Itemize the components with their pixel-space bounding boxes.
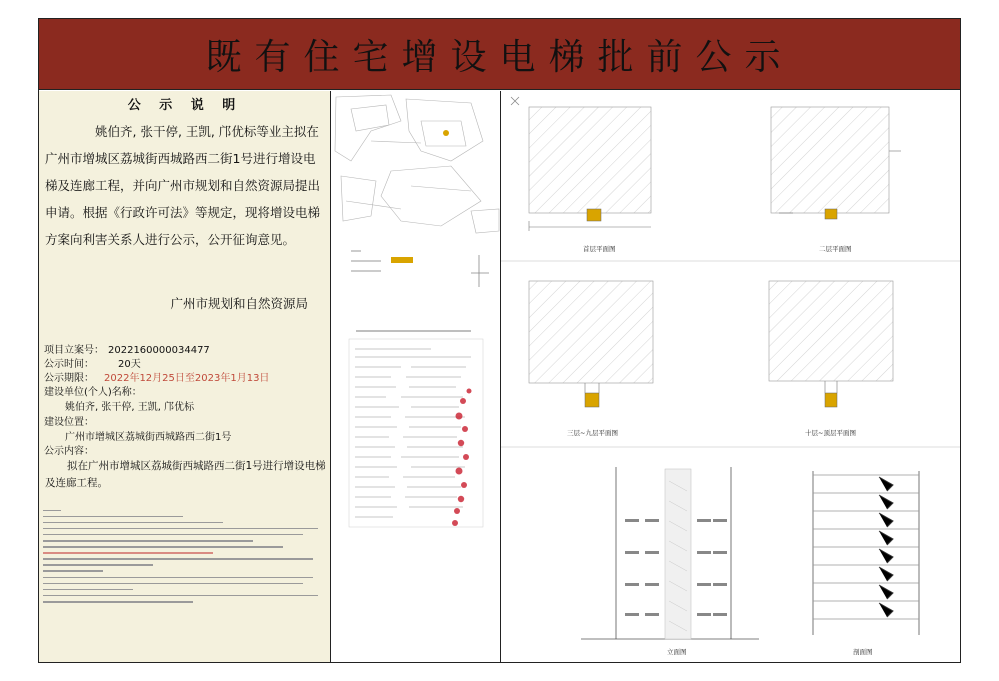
fine-print-notes xyxy=(43,505,328,655)
floor-plans-drawing xyxy=(501,91,960,662)
elevator-3 xyxy=(585,393,599,407)
drawings-panel xyxy=(501,91,960,662)
content-label: 公示内容： xyxy=(44,446,94,457)
elevator-2 xyxy=(825,209,837,219)
issuing-authority: 广州市规划和自然资源局 xyxy=(170,296,308,311)
duration-row xyxy=(44,358,141,372)
title-banner xyxy=(39,19,960,90)
caption-plan-4: 十层~顶层平面图 xyxy=(805,429,856,437)
project-no-value: 2022160000034477 xyxy=(108,345,210,356)
caption-section: 剖面图 xyxy=(853,648,873,656)
project-no-label: 项目立案号： xyxy=(44,345,104,356)
elevation-drawing xyxy=(581,467,759,656)
page-title: 既有住宅增设电梯批前公示 xyxy=(205,36,794,78)
section-drawing xyxy=(813,471,919,656)
notice-board xyxy=(38,18,961,663)
period-row xyxy=(44,372,269,386)
caption-elevation: 立面图 xyxy=(667,648,687,656)
location-label: 建设位置： xyxy=(44,417,94,428)
applicant-label: 建设单位(个人)名称： xyxy=(44,387,142,398)
site-marker xyxy=(443,130,449,136)
elevator-4 xyxy=(825,393,837,407)
project-no-row xyxy=(44,344,210,358)
notice-heading: 公 示 说 明 xyxy=(127,98,243,113)
applicant-value: 姚伯齐, 张干停, 王凯, 邝优标 xyxy=(65,402,195,413)
elevator-1 xyxy=(587,209,601,221)
period-value: 2022年12月25日至2023年1月13日 xyxy=(104,373,270,384)
caption-plan-1: 首层平面图 xyxy=(583,245,616,253)
legend-swatch xyxy=(391,257,413,263)
notice-panel xyxy=(39,91,331,662)
duration-label: 公示时间： xyxy=(44,359,94,370)
period-label: 公示期限： xyxy=(44,373,94,384)
site-plan-drawing xyxy=(331,91,501,662)
caption-plan-2: 二层平面图 xyxy=(819,245,852,253)
caption-plan-3: 三层~九层平面图 xyxy=(567,429,618,437)
duration-value: 20天 xyxy=(118,359,141,370)
content-value: 拟在广州市增城区荔城街西城路西二街1号进行增设电梯及连廊工程。 xyxy=(45,460,326,489)
notice-body: 姚伯齐, 张干停, 王凯, 邝优标等业主拟在广州市增城区荔城街西城路西二街1号进行增设电梯及连廊工程，并向广州市规划和自然资源局提出申请。根据《行政许可法》等规定，现将增设电梯方案向利害关系人进行公示，公开征询意见。 xyxy=(45,124,321,247)
location-value: 广州市增城区荔城街西城路西二街1号 xyxy=(65,432,232,443)
site-plan-panel xyxy=(331,91,501,662)
